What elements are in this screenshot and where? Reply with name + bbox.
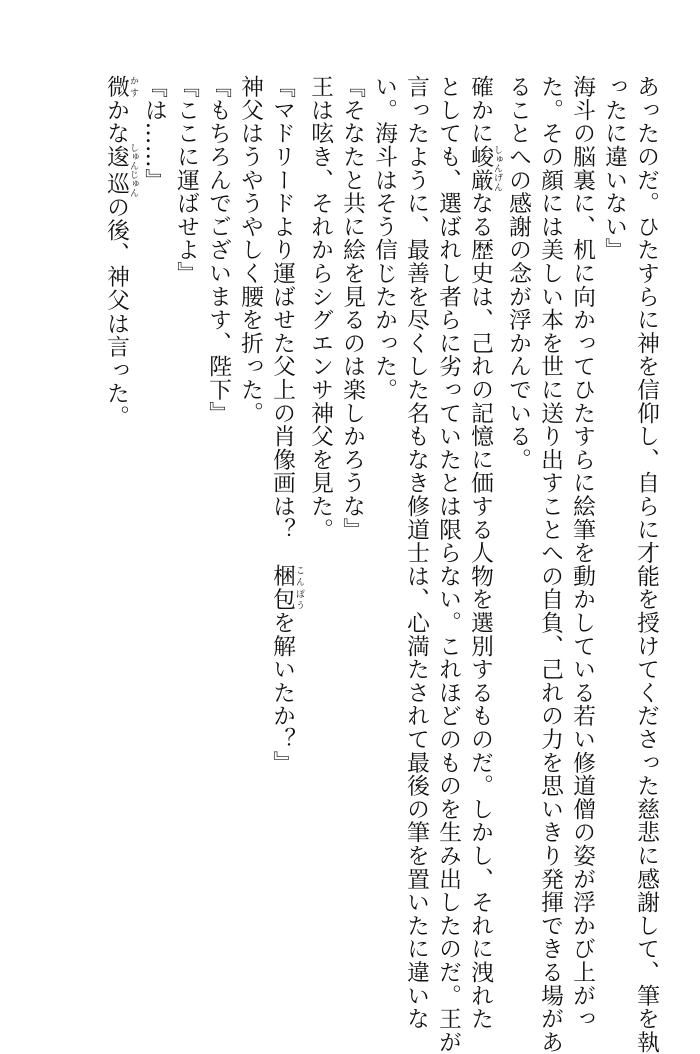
text-segment: かな: [103, 98, 129, 145]
ruby-reading: こんぽう: [294, 564, 304, 611]
text-line: ることへの感謝の念が浮かんでいる。: [505, 75, 531, 472]
text-line: としても、選ばれし者らに劣っていたとは限らない。これほどのものを生み出したのだ。王が: [435, 75, 461, 1054]
ruby-reading: しゅんげん: [492, 144, 502, 192]
ruby-word: [467, 144, 502, 192]
text-line: 『は……』: [141, 75, 167, 192]
ruby-word: [103, 75, 138, 99]
text-segment: 確かに: [467, 75, 493, 145]
text-line: 神父はうやうやしく腰を折った。: [237, 75, 263, 425]
text-line: い。海斗はそう信じたかった。: [371, 75, 397, 402]
text-line: 『もちろんでございます、陛下』: [205, 75, 231, 425]
text-line: あったのだ。ひたすらに神を信仰し、自らに才能を授けてくださった慈悲に感謝して、筆を執: [633, 75, 659, 1054]
text-line-with-ruby: [100, 75, 138, 975]
text-line-with-ruby: [464, 75, 502, 1031]
text-segment: なる歴史は、己れの記憶に価する人物を選別するものだ。しかし、それに洩れた: [467, 191, 493, 1031]
text-line: 王は呟き、それからシグエンサ神父を見た。: [307, 75, 333, 541]
text-line: 『そなたと共に絵を見るのは楽しかろうな』: [339, 75, 365, 541]
ruby-base: 逡巡: [103, 143, 129, 198]
text-line: 言ったように、最善を尽くした名もなき修道士は、心満たされて最後の筆を置いたに違いな: [403, 75, 429, 1031]
ruby-base: 微: [103, 75, 129, 99]
text-line: 『ここに運ばせよ』: [173, 75, 199, 285]
text-line: 海斗の脳裏に、机に向かってひたすらに絵筆を動かしている若い修道僧の姿が浮かび上がっ: [569, 75, 595, 1031]
ruby-reading: かす: [128, 75, 138, 99]
text-line: ったに違いない』: [601, 75, 627, 262]
text-segment: 『マドリードより運ばせた父上の肖像画は？: [269, 75, 295, 565]
vertical-text-body: [100, 75, 662, 1054]
ruby-word: [103, 143, 138, 198]
ruby-reading: しゅんじゅん: [128, 143, 138, 198]
ruby-word: [269, 564, 304, 611]
ruby-base: 峻厳: [467, 144, 493, 192]
text-line: た。その顔には美しい本を世に送り出すことへの自負、己れの力を思いきり発揮できる場があ: [537, 75, 563, 1054]
text-segment: を解いたか？』: [269, 610, 295, 775]
ruby-base: 梱包: [269, 564, 295, 611]
text-line-with-ruby: [266, 75, 304, 975]
text-segment: の後、神父は言った。: [103, 195, 129, 429]
